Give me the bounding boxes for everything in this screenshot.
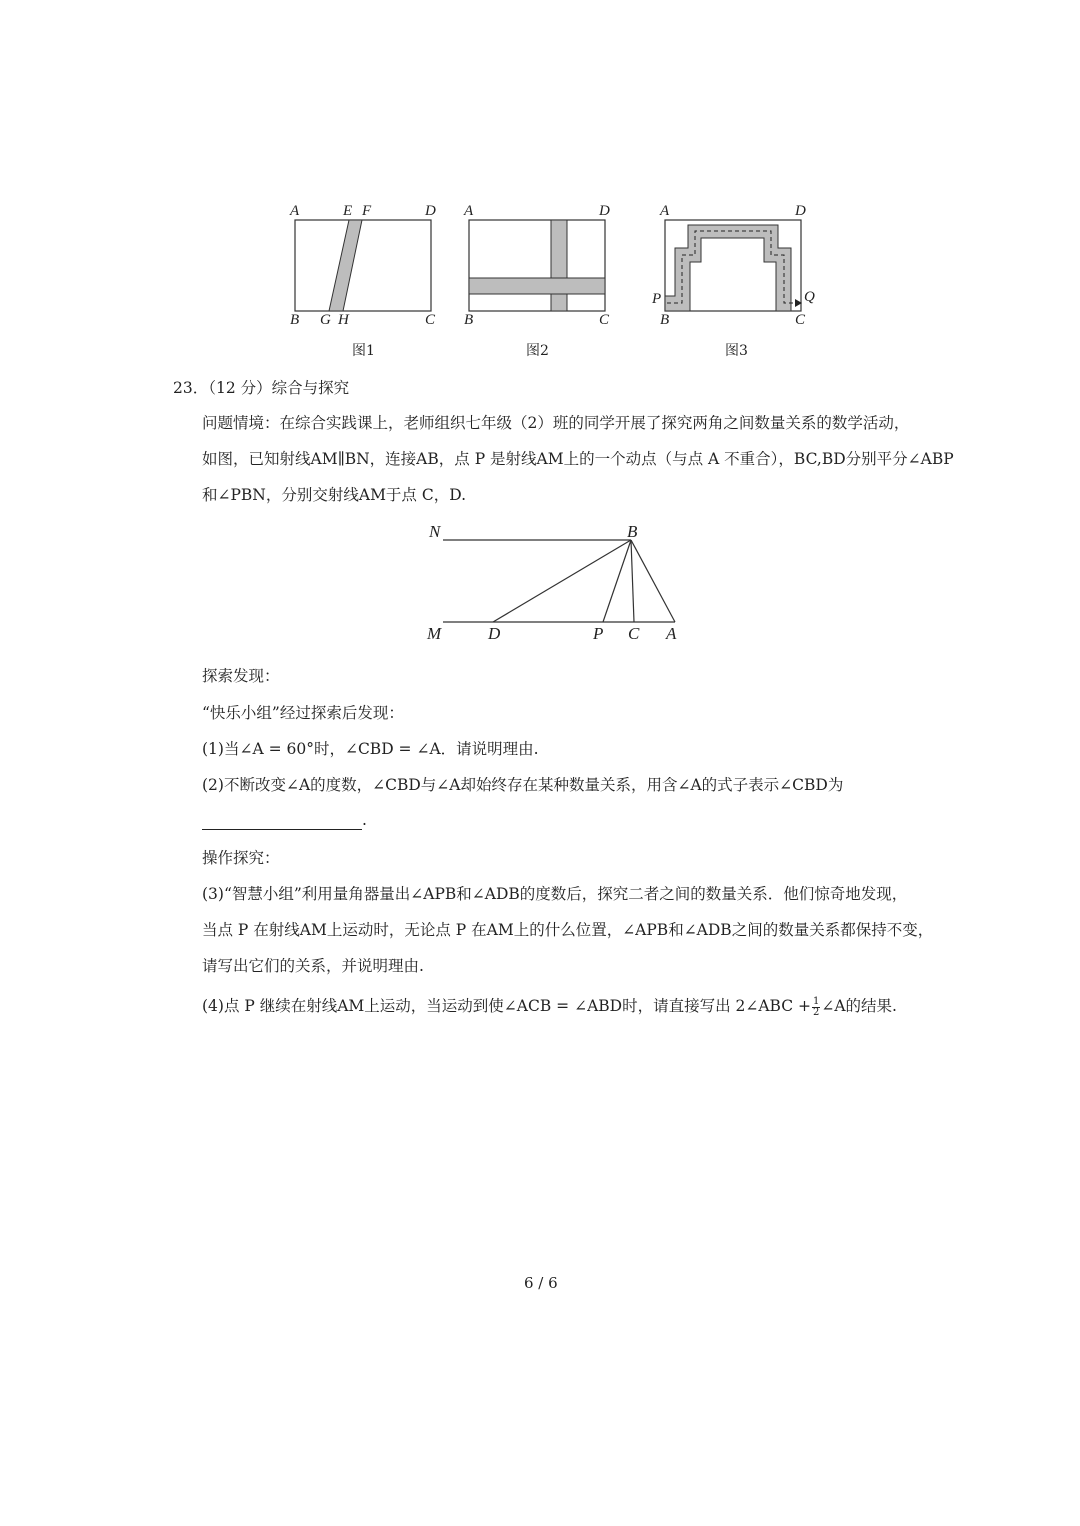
question-3-line-3: 请写出它们的关系，并说明理由. [202, 957, 424, 975]
question-2-end: . [362, 811, 367, 829]
fig1-label-b: B [290, 312, 300, 328]
situation-line-3: 和∠PBN，分别交射线AM于点 C，D. [202, 486, 467, 504]
situation-line-1: 问题情境：在综合实践课上，老师组织七年级（2）班的同学开展了探究两角之间数量关系的数学活动， [202, 414, 910, 432]
question-2-answer-line [202, 810, 367, 830]
fig3-label-q: Q [804, 289, 815, 305]
fig3-label-p: P [652, 291, 662, 307]
fig2-label-a: A [464, 203, 474, 219]
fig1-label-d: D [425, 203, 436, 219]
fraction-denominator: 2 [813, 1006, 820, 1018]
operate-title: 操作探究： [202, 849, 280, 867]
explore-group: “快乐小组”经过探索后发现： [202, 704, 404, 722]
fig2-label-d: D [599, 203, 610, 219]
diagram-label-d: D [488, 624, 501, 643]
fig1-label-e: E [343, 203, 353, 219]
fig1-label-f: F [362, 203, 372, 219]
situation-line-2: 如图，已知射线AM∥BN，连接AB，点 P 是射线AM上的一个动点（与点 A 不重合），BC,BD分别平分∠ABP [202, 450, 954, 468]
fraction-half [812, 997, 820, 1018]
question-2: (2)不断改变∠A的度数，∠CBD与∠A却始终存在某种数量关系，用含∠A的式子表示∠CBD为 [202, 776, 844, 794]
fig2-label-b: B [464, 312, 474, 328]
question-4-part-a: (4)点 P 继续在射线AM上运动，当运动到使∠ACB = ∠ABD时，请直接写出 2∠ABC + [202, 997, 811, 1015]
fig3-label-a: A [660, 203, 670, 219]
question-4 [202, 996, 897, 1018]
fig2-label-c: C [599, 312, 610, 328]
question-header: 23．（12 分）综合与探究 [173, 379, 350, 397]
fig3-label-b: B [660, 312, 670, 328]
page-number: 6 / 6 [524, 1274, 558, 1292]
question-3-line-1: (3)“智慧小组”利用量角器量出∠APB和∠ADB的度数后，探究二者之间的数量关系．他们惊奇地发现， [202, 885, 908, 903]
diagram-label-m: M [427, 624, 442, 643]
diagram-label-b: B [627, 522, 638, 541]
question-1: (1)当∠A = 60°时，∠CBD = ∠A．请说明理由. [202, 740, 539, 758]
fig3-caption: 图3 [725, 343, 748, 359]
fig1-label-a: A [290, 203, 300, 219]
diagram-label-n: N [429, 522, 441, 541]
explore-title: 探索发现： [202, 667, 280, 685]
diagram-label-c: C [628, 624, 640, 643]
answer-blank[interactable] [202, 811, 362, 830]
fraction-numerator: 1 [813, 995, 820, 1007]
fig1-label-c: C [425, 312, 436, 328]
diagram-label-p: P [593, 624, 604, 643]
fig2-caption: 图2 [526, 343, 549, 359]
fig1-label-h: H [338, 312, 349, 328]
diagram-label-a: A [666, 624, 677, 643]
question-4-part-b: ∠A的结果. [821, 997, 897, 1015]
question-3-line-2: 当点 P 在射线AM上运动时，无论点 P 在AM上的什么位置，∠APB和∠ADB之间的数量关系都保持不变， [202, 921, 934, 939]
fig3-label-d: D [795, 203, 806, 219]
fig1-label-g: G [320, 312, 331, 328]
fig1-caption: 图1 [352, 343, 375, 359]
fig3-label-c: C [795, 312, 806, 328]
